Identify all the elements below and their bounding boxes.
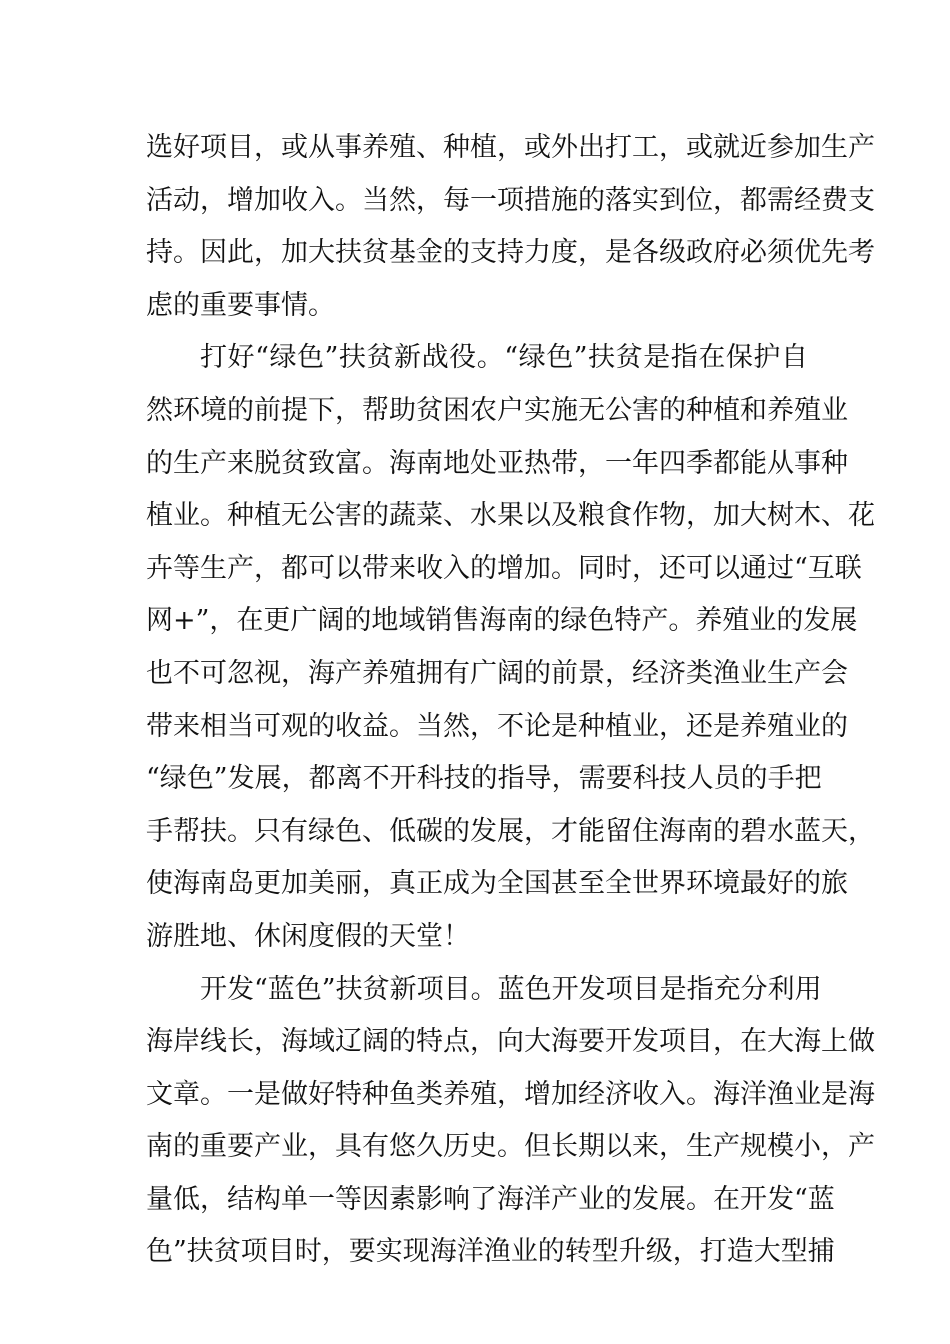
text-line: 网+”，在更广阔的地域销售海南的绿色特产。养殖业的发展 (146, 605, 858, 637)
text-line: 使海南岛更加美丽，真正成为全国甚至全世界环境最好的旅 (146, 868, 848, 900)
text-line: 量低，结构单一等因素影响了海洋产业的发展。在开发“蓝 (146, 1183, 835, 1215)
text-line: 色”扶贫项目时，要实现海洋渔业的转型升级，打造大型捕 (146, 1236, 835, 1268)
text-line: 持。因此，加大扶贫基金的支持力度，是各级政府必须优先考 (146, 237, 875, 269)
text-line: “绿色”发展，都离不开科技的指导，需要科技人员的手把 (146, 763, 822, 795)
text-line: 选好项目，或从事养殖、种植，或外出打工，或就近参加生产 (146, 132, 875, 163)
document-body (146, 122, 875, 1279)
text-line: 手帮扶。只有绿色、低碳的发展，才能留住海南的碧水蓝天， (146, 815, 875, 847)
text-line: 游胜地、休闲度假的天堂！ (146, 920, 470, 952)
text-line: 的生产来脱贫致富。海南地处亚热带，一年四季都能从事种 (146, 447, 848, 479)
paragraph-first-line: 开发“蓝色”扶贫新项目。蓝色开发项目是指充分利用 (200, 973, 822, 1005)
text-line: 植业。种植无公害的蔬菜、水果以及粮食作物，加大树木、花 (146, 500, 875, 532)
text-line: 虑的重要事情。 (146, 289, 335, 321)
text-line: 也不可忽视，海产养殖拥有广阔的前景，经济类渔业生产会 (146, 657, 848, 689)
paragraph-first-line: 打好“绿色”扶贫新战役。“绿色”扶贫是指在保护自 (200, 342, 808, 374)
text-line: 文章。一是做好特种鱼类养殖，增加经济收入。海洋渔业是海 (146, 1078, 875, 1110)
text-line: 活动，增加收入。当然，每一项措施的落实到位，都需经费支 (146, 184, 875, 216)
text-line: 然环境的前提下，帮助贫困农户实施无公害的种植和养殖业 (146, 394, 848, 426)
text-line: 卉等生产，都可以带来收入的增加。同时，还可以通过“互联 (146, 552, 862, 584)
text-line: 海岸线长，海域辽阔的特点，向大海要开发项目，在大海上做 (146, 1026, 875, 1058)
text-line: 带来相当可观的收益。当然，不论是种植业，还是养殖业的 (146, 710, 848, 742)
text-line: 南的重要产业，具有悠久历史。但长期以来，生产规模小，产 (146, 1131, 875, 1163)
